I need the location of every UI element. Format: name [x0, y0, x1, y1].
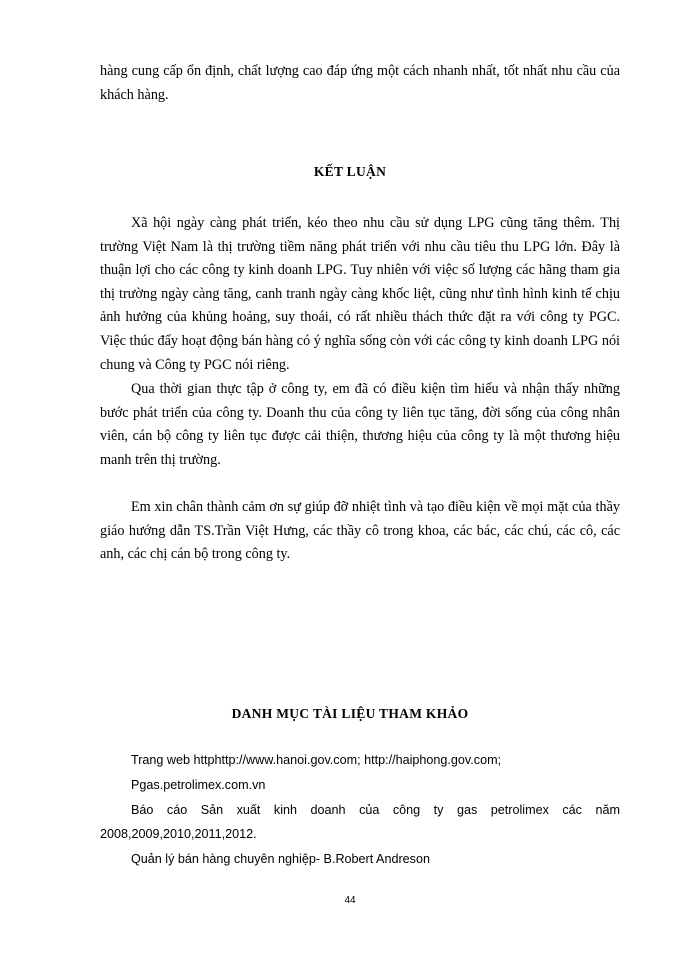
reference-item-2: Pgas.petrolimex.com.vn: [131, 778, 266, 792]
conclusion-paragraph-1: Xã hội ngày càng phát triển, kéo theo nhu cầu sử dụng LPG cũng tăng thêm. Thị trường Việt Nam là thị trường tiềm năng phát triển với nhu cầu tiêu thu LPG lớn. Đây là thuận lợi cho các công ty kinh doanh LPG. Tuy nhiên với việc số lượng các hãng tham gia thị trường ngày càng tăng, canh tranh ngày càng khốc liệt, cũng như tình hình kinh tế chịu ảnh hưởng của khủng hoảng, suy thoái, có rất nhiều thách thức đặt ra với công ty PGC. Việc thúc đẩy hoạt động bán hàng có ý nghĩa sống còn với các công ty kinh doanh LPG nói chung và Công ty PGC nói riêng.: [100, 215, 620, 373]
reference-item-4: Quản lý bán hàng chuyên nghiệp- B.Robert Andreson: [131, 852, 430, 866]
conclusion-heading: KẾT LUẬN: [313, 164, 387, 179]
intro-paragraph: hàng cung cấp ổn định, chất lượng cao đáp ứng một cách nhanh nhất, tốt nhất nhu cầu của khách hàng.: [100, 63, 620, 103]
references-heading: DANH MỤC TÀI LIỆU THAM KHẢO: [231, 706, 469, 721]
conclusion-paragraph-3: Em xin chân thành cảm ơn sự giúp đỡ nhiệt tình và tạo điều kiện về mọi mặt của thầy giáo hướng dẫn TS.Trần Việt Hưng, các thầy cô trong khoa, các bác, các chú, các cô, các anh, các chị cán bộ trong công ty.: [100, 499, 620, 563]
reference-item-3: Báo cáo Sản xuất kinh doanh của công ty gas petrolimex các năm 2008,2009,2010,2011,2012.: [100, 803, 620, 841]
reference-item-1: Trang web httphttp://www.hanoi.gov.com; http://haiphong.gov.com;: [131, 753, 502, 767]
page-number: 44: [344, 895, 356, 906]
conclusion-paragraph-2: Qua thời gian thực tập ở công ty, em đã có điều kiện tìm hiểu và nhận thấy những bước phát triển của công ty. Doanh thu của công ty liên tục tăng, đời sống của công nhân viên, cán bộ công ty liên tục được cải thiện, thương hiệu của công ty là một thương hiệu manh trên thị trường.: [100, 381, 620, 468]
